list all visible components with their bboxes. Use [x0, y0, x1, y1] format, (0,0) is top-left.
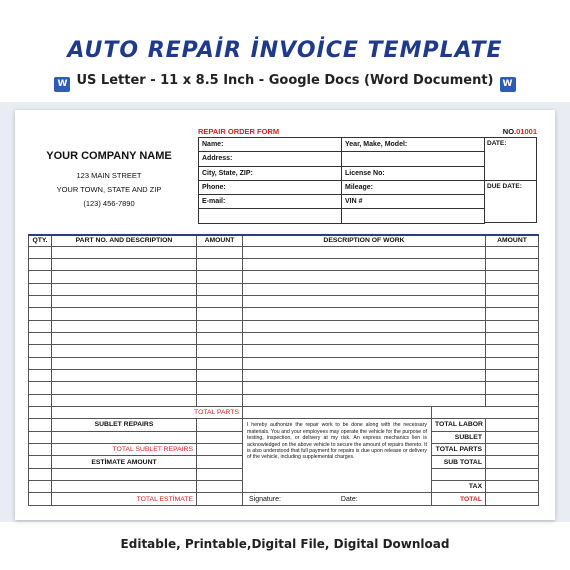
page-title: AUTO REPAİR İNVOİCE TEMPLATE	[67, 38, 503, 63]
work-cell[interactable]	[432, 406, 539, 418]
qty-cell[interactable]	[29, 345, 52, 357]
table-row	[29, 308, 539, 320]
work-amount-cell[interactable]	[486, 246, 539, 258]
table-row	[29, 283, 539, 295]
blank-cell[interactable]	[486, 468, 539, 480]
table-row	[29, 246, 539, 258]
part-cell[interactable]	[52, 320, 197, 332]
invoice-number-label: NO.	[502, 127, 517, 136]
work-amount-cell[interactable]	[486, 271, 539, 283]
qty-cell[interactable]	[29, 320, 52, 332]
work-cell[interactable]	[243, 345, 486, 357]
qty-cell[interactable]	[29, 369, 52, 381]
city-state-zip-field[interactable]: City, State, ZIP:	[199, 166, 342, 180]
table-row	[29, 357, 539, 369]
sub-total-value[interactable]	[486, 456, 539, 468]
qty-cell[interactable]	[29, 394, 52, 406]
table-row	[29, 394, 539, 406]
date-field[interactable]: DATE:	[485, 138, 536, 181]
repair-order-title: REPAIR ORDER FORM	[198, 127, 280, 136]
work-amount-cell[interactable]	[486, 283, 539, 295]
total-parts-right-label: TOTAL PARTS	[432, 444, 486, 456]
tax-label: TAX	[432, 481, 486, 493]
qty-cell[interactable]	[29, 431, 52, 443]
date-box	[484, 137, 537, 223]
amount-cell[interactable]	[197, 283, 243, 295]
col-qty: QTY.	[29, 235, 52, 246]
col-part-description: PART NO. AND DESCRIPTION	[52, 235, 197, 246]
footer-text: Editable, Printable,Digital File, Digital Download	[120, 537, 450, 551]
qty-cell[interactable]	[29, 246, 52, 258]
amount-cell[interactable]	[197, 394, 243, 406]
amount-cell[interactable]	[197, 246, 243, 258]
table-row	[29, 382, 539, 394]
work-cell[interactable]	[243, 382, 486, 394]
qty-cell[interactable]	[29, 308, 52, 320]
sublet-label: SUBLET	[432, 431, 486, 443]
amount-cell[interactable]	[197, 308, 243, 320]
col-amount: AMOUNT	[197, 235, 243, 246]
page-subtitle	[0, 73, 570, 92]
amount-cell[interactable]	[197, 345, 243, 357]
total-estimate-label: TOTAL ESTİMATE	[52, 493, 197, 505]
word-icon: W	[54, 77, 70, 92]
amount-cell[interactable]	[197, 320, 243, 332]
total-parts-right-value[interactable]	[486, 444, 539, 456]
part-cell[interactable]	[52, 369, 197, 381]
part-cell[interactable]	[52, 283, 197, 295]
vin-field[interactable]: VIN #	[342, 195, 485, 209]
qty-cell[interactable]	[29, 382, 52, 394]
part-cell[interactable]	[52, 481, 197, 493]
company-phone: (123) 456-7890	[83, 199, 135, 208]
amount-cell[interactable]	[197, 369, 243, 381]
company-city: YOUR TOWN, STATE AND ZIP	[56, 185, 162, 194]
qty-cell[interactable]	[29, 468, 52, 480]
sublet-value[interactable]	[486, 431, 539, 443]
amount-cell[interactable]	[197, 382, 243, 394]
table-row	[29, 345, 539, 357]
total-value[interactable]	[486, 493, 539, 505]
table-row	[29, 258, 539, 270]
customer-form	[198, 137, 485, 224]
work-cell[interactable]	[243, 295, 486, 307]
table-row	[29, 406, 539, 418]
work-cell[interactable]	[243, 271, 486, 283]
company-block	[25, 150, 193, 213]
work-cell[interactable]	[243, 258, 486, 270]
work-cell[interactable]	[243, 246, 486, 258]
work-amount-cell[interactable]	[486, 258, 539, 270]
subtitle-text: US Letter - 11 x 8.5 Inch - Google Docs (Word Document)	[76, 73, 494, 88]
address-field[interactable]: Address:	[199, 152, 342, 166]
col-work-amount: AMOUNT	[486, 235, 539, 246]
amount-cell[interactable]	[197, 419, 243, 431]
work-cell[interactable]	[243, 332, 486, 344]
qty-cell[interactable]	[29, 332, 52, 344]
qty-cell[interactable]	[29, 419, 52, 431]
amount-cell[interactable]	[197, 481, 243, 493]
phone-field[interactable]: Phone:	[199, 180, 342, 194]
part-cell[interactable]	[52, 357, 197, 369]
amount-cell[interactable]	[197, 295, 243, 307]
amount-cell[interactable]	[197, 493, 243, 505]
amount-cell[interactable]	[197, 332, 243, 344]
year-make-model-field[interactable]: Year, Make, Model:	[342, 138, 485, 152]
work-cell[interactable]	[243, 308, 486, 320]
part-cell[interactable]	[52, 295, 197, 307]
work-amount-cell[interactable]	[486, 295, 539, 307]
part-cell[interactable]	[52, 258, 197, 270]
amount-cell[interactable]	[197, 271, 243, 283]
total-labor-value[interactable]	[486, 419, 539, 431]
amount-cell[interactable]	[197, 258, 243, 270]
tax-value[interactable]	[486, 481, 539, 493]
amount-cell[interactable]	[243, 406, 432, 418]
signature-label: Signature:	[249, 495, 281, 503]
total-parts-label: TOTAL PARTS	[52, 406, 243, 418]
amount-cell[interactable]	[197, 456, 243, 468]
work-amount-cell[interactable]	[486, 332, 539, 344]
part-cell[interactable]	[52, 332, 197, 344]
work-amount-cell[interactable]	[486, 382, 539, 394]
work-cell[interactable]	[243, 283, 486, 295]
amount-cell[interactable]	[197, 444, 243, 456]
total-labor-label: TOTAL LABOR	[432, 419, 486, 431]
total-sublet-repairs-label: TOTAL SUBLET REPAIRS	[52, 444, 197, 456]
qty-cell[interactable]	[29, 444, 52, 456]
qty-cell[interactable]	[29, 295, 52, 307]
qty-cell[interactable]	[29, 456, 52, 468]
total-label: TOTAL	[432, 493, 486, 505]
work-cell[interactable]	[243, 357, 486, 369]
part-cell[interactable]	[52, 468, 197, 480]
qty-cell[interactable]	[29, 406, 52, 418]
part-cell[interactable]	[52, 308, 197, 320]
qty-cell[interactable]	[29, 493, 52, 505]
work-amount-cell[interactable]	[486, 345, 539, 357]
blank-field[interactable]	[342, 152, 485, 166]
name-field[interactable]: Name:	[199, 138, 342, 152]
table-row	[29, 369, 539, 381]
authorization-text: I hereby authonize the repair work to be done along with the necessary materials. You and your employees may operate the vehicle for the purpose of testing, inspection, or delivery at my risk. An express mechanics lien is acknowledged on the above vehicle to secure the amount of repairs thereto. It is also understood that full payment for repairs is due upon release or delivery of the vehicle, including supplemental charges.	[243, 419, 432, 493]
work-cell[interactable]	[243, 394, 486, 406]
work-amount-cell[interactable]	[486, 394, 539, 406]
blank-field[interactable]	[199, 209, 342, 223]
part-cell[interactable]	[52, 431, 197, 443]
work-amount-cell[interactable]	[486, 320, 539, 332]
sub-total-label: SUB TOTAL	[432, 456, 486, 468]
table-row	[29, 419, 539, 431]
table-row	[29, 493, 539, 505]
sublet-repairs-label: SUBLET REPAIRS	[52, 419, 197, 431]
part-cell[interactable]	[52, 382, 197, 394]
invoice-sheet	[15, 110, 555, 520]
email-field[interactable]: E-mail:	[199, 195, 342, 209]
qty-cell[interactable]	[29, 283, 52, 295]
company-name: YOUR COMPANY NAME	[46, 150, 172, 162]
invoice-grid	[28, 234, 539, 506]
qty-cell[interactable]	[29, 271, 52, 283]
qty-cell[interactable]	[29, 357, 52, 369]
word-icon: W	[500, 77, 516, 92]
invoice-number-value: 01001	[516, 127, 537, 136]
mileage-field[interactable]: Mileage:	[342, 180, 485, 194]
signature-area[interactable]	[243, 493, 432, 505]
amount-cell[interactable]	[197, 431, 243, 443]
col-work-description: DESCRIPTION OF WORK	[243, 235, 486, 246]
work-amount-cell[interactable]	[486, 357, 539, 369]
amount-cell[interactable]	[197, 357, 243, 369]
work-amount-cell[interactable]	[486, 369, 539, 381]
company-street: 123 MAIN STREET	[76, 171, 142, 180]
estimate-amount-label: ESTİMATE AMOUNT	[52, 456, 197, 468]
table-row	[29, 295, 539, 307]
table-row	[29, 271, 539, 283]
work-cell[interactable]	[243, 320, 486, 332]
qty-cell[interactable]	[29, 258, 52, 270]
table-row	[29, 320, 539, 332]
part-cell[interactable]	[52, 246, 197, 258]
part-cell[interactable]	[52, 271, 197, 283]
license-field[interactable]: License No:	[342, 166, 485, 180]
grid-body	[29, 246, 539, 505]
amount-cell[interactable]	[197, 468, 243, 480]
invoice-number	[503, 127, 537, 136]
part-cell[interactable]	[52, 345, 197, 357]
qty-cell[interactable]	[29, 481, 52, 493]
due-date-field[interactable]: DUE DATE:	[487, 183, 522, 190]
table-row	[29, 332, 539, 344]
date-label: Date:	[340, 495, 358, 503]
blank-cell[interactable]	[432, 468, 486, 480]
part-cell[interactable]	[52, 394, 197, 406]
work-amount-cell[interactable]	[486, 308, 539, 320]
work-cell[interactable]	[243, 369, 486, 381]
blank-field[interactable]	[342, 209, 485, 223]
